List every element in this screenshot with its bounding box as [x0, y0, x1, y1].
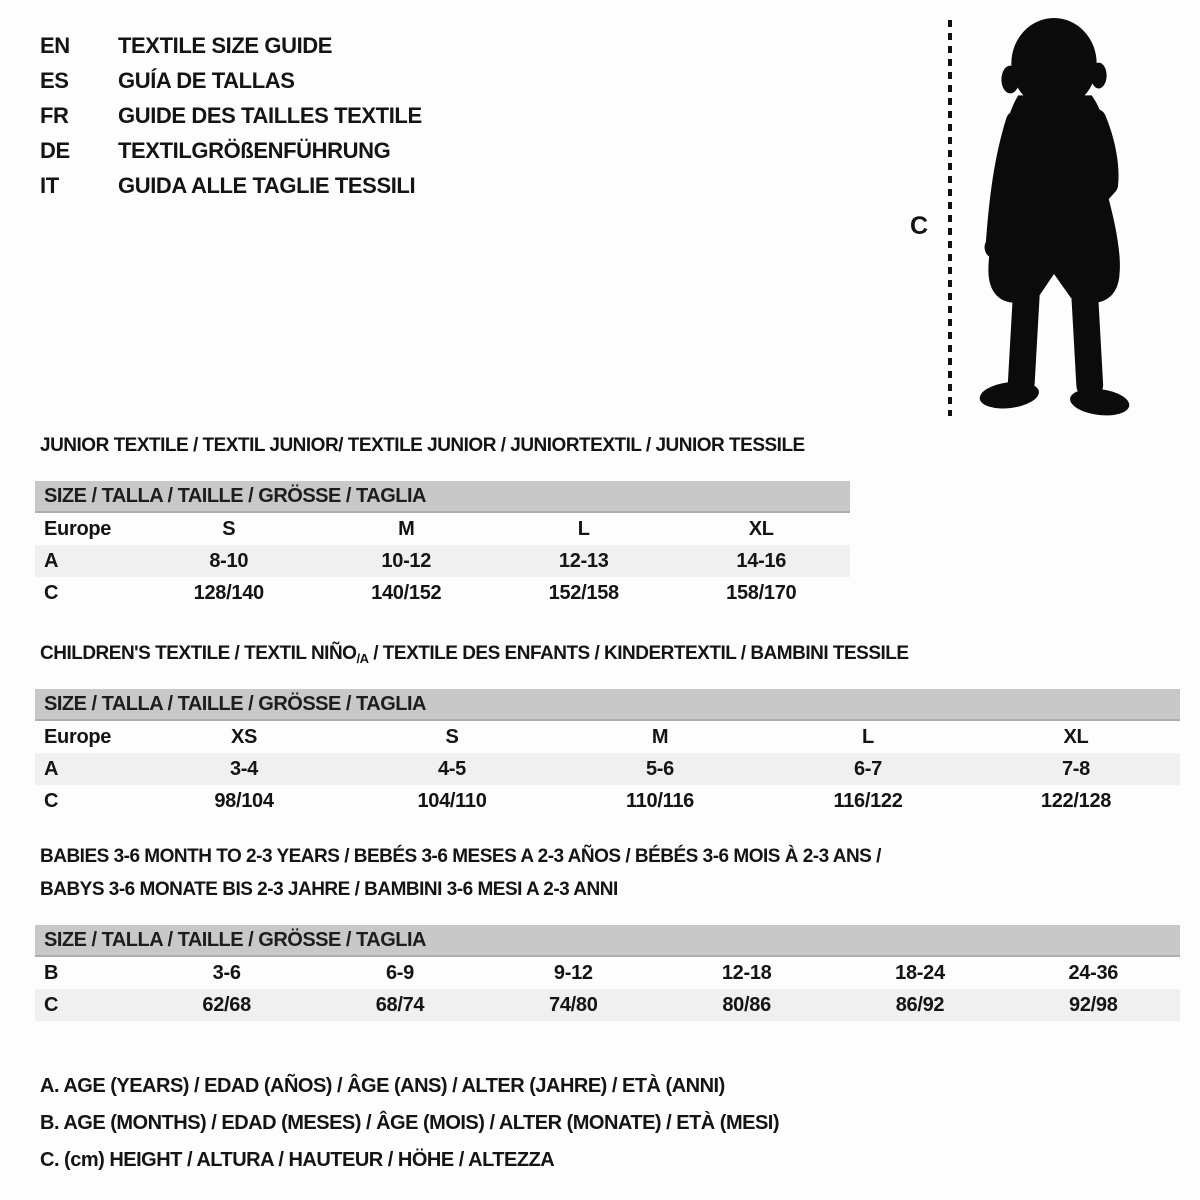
children-title-post: / TEXTILE DES ENFANTS / KINDERTEXTIL / BAMBINI TESSILE [368, 643, 909, 664]
guide-title-en: TEXTILE SIZE GUIDE [118, 32, 333, 58]
table-row-europe [35, 513, 850, 545]
language-row-it [40, 168, 422, 203]
language-code: ES [40, 67, 69, 93]
guide-title-fr: GUIDE DES TAILLES TEXTILE [118, 102, 422, 128]
height-cell: 158/170 [726, 581, 797, 604]
height-cell: 140/152 [371, 581, 442, 604]
language-code: EN [40, 32, 70, 58]
height-cell: 68/74 [375, 993, 425, 1016]
size-cell: L [862, 725, 874, 748]
table-row-age-years [35, 545, 850, 577]
table-row-age-years [35, 753, 1180, 785]
language-row-fr [40, 98, 422, 133]
size-cell: L [577, 517, 590, 540]
size-header-bar: SIZE / TALLA / TAILLE / GRÖSSE / TAGLIA [35, 689, 1180, 721]
row-label: A [44, 757, 59, 780]
language-code: IT [40, 172, 59, 198]
row-label: A [44, 549, 59, 572]
height-cell: 128/140 [193, 581, 264, 604]
size-cell: XS [230, 725, 258, 748]
guide-title-it: GUIDA ALLE TAGLIE TESSILI [118, 172, 416, 198]
size-cell: M [398, 517, 415, 540]
guide-title-es: GUÍA DE TALLAS [118, 67, 295, 93]
height-measure-label: C [910, 212, 929, 240]
table-row-height-cm [35, 785, 1180, 817]
age-cell: 6-7 [853, 757, 882, 780]
language-row-de [40, 133, 422, 168]
row-label: C [44, 993, 59, 1016]
age-cell: 18-24 [895, 961, 945, 984]
height-measure-dashed-line [948, 20, 952, 416]
age-cell: 24-36 [1068, 961, 1119, 984]
age-cell: 3-4 [229, 757, 258, 780]
size-cell: XL [1063, 725, 1089, 748]
table-row-age-months [35, 957, 1180, 989]
babies-section-title-line2: BABYS 3-6 MONATE BIS 2-3 JAHRE / BAMBINI 3-6 MESI A 2-3 ANNI [40, 879, 618, 900]
junior-size-table [35, 481, 850, 609]
measurement-legend [40, 1068, 779, 1179]
row-label: B [44, 961, 59, 984]
height-cell: 80/86 [722, 993, 771, 1016]
babies-size-table [35, 925, 1180, 1021]
age-cell: 9-12 [553, 961, 593, 984]
table-row-height-cm [35, 577, 850, 609]
height-cell: 86/92 [895, 993, 945, 1016]
row-label: Europe [44, 517, 112, 540]
age-cell: 14-16 [736, 549, 787, 572]
height-cell: 74/80 [549, 993, 598, 1016]
age-cell: 12-13 [558, 549, 609, 572]
children-size-table [35, 689, 1180, 817]
age-cell: 10-12 [381, 549, 432, 572]
age-cell: 5-6 [645, 757, 674, 780]
children-title-sub: /A [356, 651, 369, 666]
age-cell: 8-10 [209, 549, 249, 572]
legend-age-months: B. AGE (MONTHS) / EDAD (MESES) / ÂGE (MOIS) / ALTER (MONATE) / ETÀ (MESI) [40, 1112, 780, 1134]
row-label: C [44, 581, 59, 604]
language-code: FR [40, 102, 69, 128]
guide-title-de: TEXTILGRÖßENFÜHRUNG [118, 137, 391, 163]
row-label: C [44, 789, 59, 812]
table-row-europe [35, 721, 1180, 753]
size-cell: S [222, 517, 236, 540]
height-cell: 62/68 [202, 993, 251, 1016]
toddler-silhouette-icon [972, 14, 1137, 416]
language-row-en [40, 28, 422, 63]
age-cell: 6-9 [385, 961, 414, 984]
size-cell: XL [748, 517, 774, 540]
row-label: Europe [44, 725, 112, 748]
height-cell: 98/104 [214, 789, 274, 812]
size-cell: S [445, 725, 459, 748]
babies-section-title-line1: BABIES 3-6 MONTH TO 2-3 YEARS / BEBÉS 3-6 MESES A 2-3 AÑOS / BÉBÉS 3-6 MOIS À 2-3 ANS / [40, 846, 881, 867]
height-cell: 152/158 [548, 581, 619, 604]
junior-section-title: JUNIOR TEXTILE / TEXTIL JUNIOR/ TEXTILE JUNIOR / JUNIORTEXTIL / JUNIOR TESSILE [40, 435, 805, 456]
size-cell: M [651, 725, 669, 748]
height-cell: 122/128 [1040, 789, 1112, 812]
age-cell: 7-8 [1061, 757, 1090, 780]
height-cell: 92/98 [1069, 993, 1118, 1016]
height-cell: 104/110 [417, 789, 487, 812]
age-cell: 12-18 [721, 961, 772, 984]
table-row-height-cm [35, 989, 1180, 1021]
language-row-es [40, 63, 422, 98]
children-section-title [40, 643, 909, 666]
legend-age-years: A. AGE (YEARS) / EDAD (AÑOS) / ÂGE (ANS) / ALTER (JAHRE) / ETÀ (ANNI) [40, 1075, 725, 1097]
height-cell: 110/116 [626, 789, 694, 812]
age-cell: 4-5 [437, 757, 466, 780]
language-code: DE [40, 137, 70, 163]
size-header-bar: SIZE / TALLA / TAILLE / GRÖSSE / TAGLIA [35, 925, 1180, 957]
size-header-bar: SIZE / TALLA / TAILLE / GRÖSSE / TAGLIA [35, 481, 850, 513]
age-cell: 3-6 [212, 961, 241, 984]
language-title-list [40, 28, 422, 203]
height-cell: 116/122 [833, 789, 903, 812]
legend-height-cm: C. (cm) HEIGHT / ALTURA / HAUTEUR / HÖHE / ALTEZZA [40, 1149, 555, 1171]
children-title-pre: CHILDREN'S TEXTILE / TEXTIL NIÑO [40, 643, 357, 664]
